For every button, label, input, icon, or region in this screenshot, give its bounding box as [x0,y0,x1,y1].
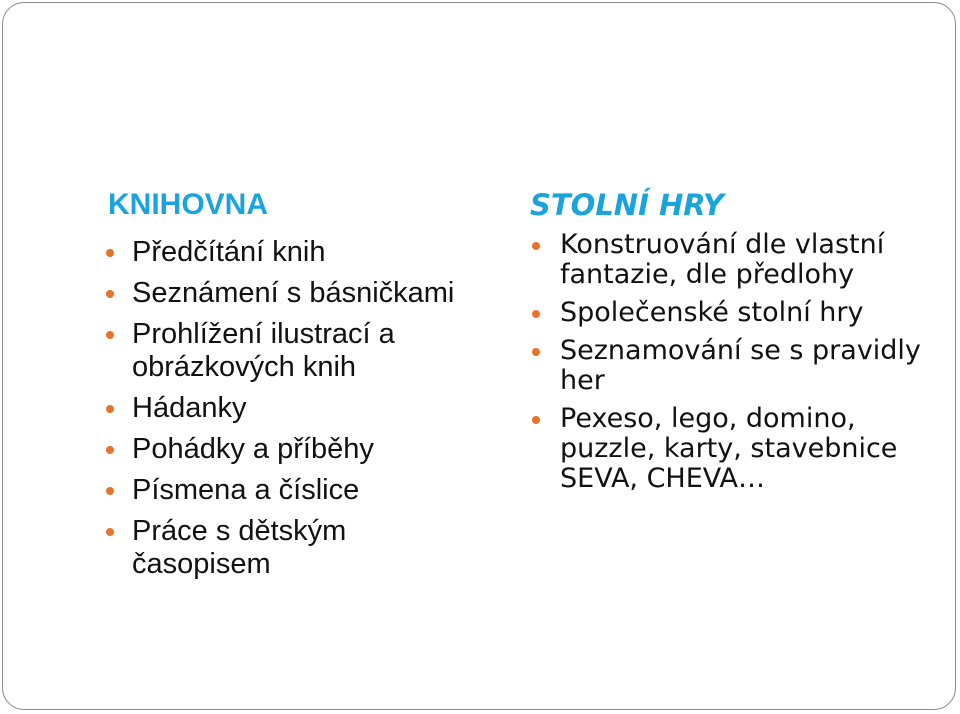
list-item [104,277,484,310]
list-item [530,230,930,290]
list-item-text: Práce s dětským časopisem [132,515,347,580]
bullet-icon [106,331,114,339]
bullet-icon [106,487,114,495]
bullet-icon [106,290,114,298]
list-item-text: Pexeso, lego, domino, puzzle, karty, stavebnice SEVA, CHEVA… [560,403,898,494]
list-item-text: Seznamování se s pravidly her [560,335,921,396]
bullet-icon [532,348,540,356]
list-item-text: Hádanky [132,392,247,424]
bullet-icon [106,405,114,413]
list-item [104,392,484,425]
list-item [530,404,930,494]
stolni-hry-list [530,230,930,494]
list-item [104,236,484,269]
list-item [104,474,484,507]
list-item-text: Konstruování dle vlastní fantazie, dle předlohy [560,229,885,290]
bullet-icon [532,416,540,424]
knihovna-list [104,236,484,581]
list-item [104,515,484,581]
knihovna-column [104,186,484,589]
list-item [530,336,930,396]
bullet-icon [106,249,114,257]
knihovna-heading: KNIHOVNA [108,188,269,221]
list-item-text: Společenské stolní hry [560,297,864,328]
bullet-icon [106,528,114,536]
list-item-text: Písmena a číslice [132,474,360,506]
list-item-text: Předčítání knih [132,236,326,268]
stolni-hry-column [530,186,930,502]
list-item-text: Prohlížení ilustrací a obrázkových knih [132,318,395,383]
stolni-hry-heading: STOLNÍ HRY [530,188,724,222]
list-item-text: Pohádky a příběhy [132,433,374,465]
bullet-icon [532,310,540,318]
bullet-icon [532,242,540,250]
list-item [104,318,484,384]
list-item-text: Seznámení s básničkami [132,277,455,309]
bullet-icon [106,446,114,454]
list-item [104,433,484,466]
list-item [530,298,930,328]
